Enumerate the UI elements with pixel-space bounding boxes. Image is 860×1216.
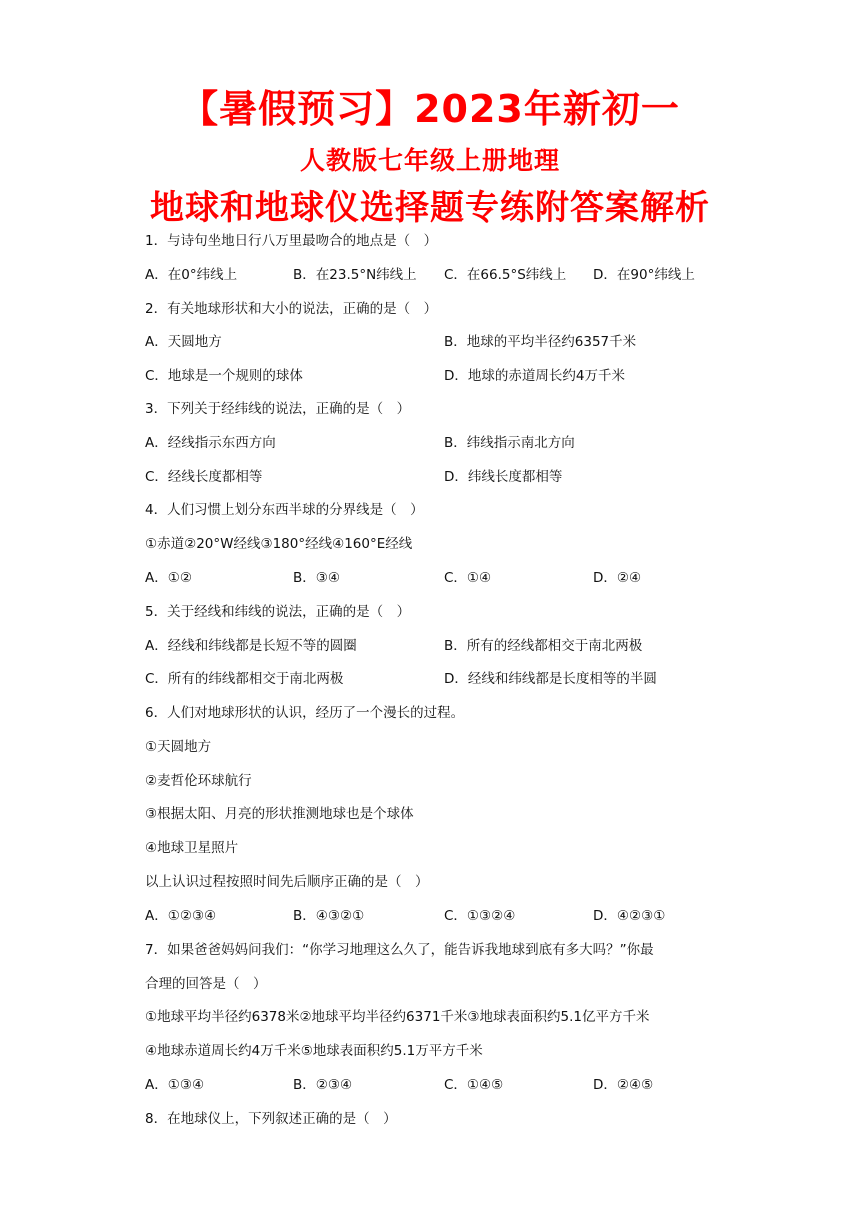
question-7-items-1: ①地球平均半径约6378米②地球平均半径约6371千米③地球表面积约5.1亿平方千米: [145, 1009, 650, 1025]
question-6-option-b: B．④③②①: [293, 908, 365, 924]
question-5-option-b: B．所有的经线都相交于南北两极: [444, 638, 643, 654]
question-5-option-c: C．所有的纬线都相交于南北两极: [145, 671, 344, 687]
question-7-items-2: ④地球赤道周长约4万千米⑤地球表面积约5.1万平方千米: [145, 1043, 483, 1059]
question-7-option-c: C．①④⑤: [444, 1077, 504, 1093]
question-1-stem: 1．与诗句坐地日行八万里最吻合的地点是（ ）: [145, 233, 438, 249]
question-2-option-b: B．地球的平均半径约6357千米: [444, 334, 637, 350]
question-7-option-a: A．①③④: [145, 1077, 205, 1093]
question-6-prompt: 以上认识过程按照时间先后顺序正确的是（ ）: [145, 874, 429, 890]
question-2-stem: 2．有关地球形状和大小的说法，正确的是（ ）: [145, 301, 438, 317]
question-5-option-d: D．经线和纬线都是长度相等的半圆: [444, 671, 657, 687]
question-7-stem: 7．如果爸爸妈妈问我们：“你学习地理这么久了，能告诉我地球到底有多大吗？”你最: [145, 942, 654, 958]
page-title: 【暑假预习】2023年新初一: [180, 87, 680, 131]
question-3-option-a: A．经线指示东西方向: [145, 435, 276, 451]
question-6-item-3: ③根据太阳、月亮的形状推测地球也是个球体: [145, 806, 414, 822]
question-3-stem: 3．下列关于经纬线的说法，正确的是（ ）: [145, 401, 411, 417]
question-2-option-a: A．天圆地方: [145, 334, 222, 350]
question-2-option-d: D．地球的赤道周长约4万千米: [444, 368, 625, 384]
question-3-option-c: C．经线长度都相等: [145, 469, 263, 485]
question-4-option-d: D．②④: [593, 570, 642, 586]
question-4-option-a: A．①②: [145, 570, 192, 586]
question-1-option-a: A．在0°纬线上: [145, 267, 238, 283]
question-7-option-b: B．②③④: [293, 1077, 353, 1093]
question-6-item-4: ④地球卫星照片: [145, 840, 239, 856]
question-6-option-d: D．④②③①: [593, 908, 666, 924]
question-5-stem: 5．关于经线和纬线的说法，正确的是（ ）: [145, 604, 411, 620]
question-5-option-a: A．经线和纬线都是长短不等的圆圈: [145, 638, 357, 654]
question-1-option-b: B．在23.5°N纬线上: [293, 267, 417, 283]
question-7-option-d: D．②④⑤: [593, 1077, 654, 1093]
question-1-option-d: D．在90°纬线上: [593, 267, 695, 283]
page-subtitle: 人教版七年级上册地理: [299, 146, 560, 175]
question-4-stem: 4．人们习惯上划分东西半球的分界线是（ ）: [145, 502, 424, 518]
question-3-option-d: D．纬线长度都相等: [444, 469, 563, 485]
main-title: 地球和地球仪选择题专练附答案解析: [150, 188, 710, 228]
question-2-option-c: C．地球是一个规则的球体: [145, 368, 303, 384]
question-6-option-a: A．①②③④: [145, 908, 217, 924]
question-8-stem: 8．在地球仪上，下列叙述正确的是（ ）: [145, 1111, 397, 1127]
question-6-item-1: ①天圆地方: [145, 739, 212, 755]
question-1-option-c: C．在66.5°S纬线上: [444, 267, 567, 283]
question-4-option-c: C．①④: [444, 570, 492, 586]
question-6-option-c: C．①③②④: [444, 908, 516, 924]
question-3-option-b: B．纬线指示南北方向: [444, 435, 575, 451]
question-6-item-2: ②麦哲伦环球航行: [145, 773, 252, 789]
question-7-stem-continued: 合理的回答是（ ）: [145, 976, 267, 992]
question-4-option-b: B．③④: [293, 570, 340, 586]
question-6-stem: 6．人们对地球形状的认识，经历了一个漫长的过程。: [145, 705, 465, 721]
question-4-items: ①赤道②20°W经线③180°经线④160°E经线: [145, 536, 413, 552]
